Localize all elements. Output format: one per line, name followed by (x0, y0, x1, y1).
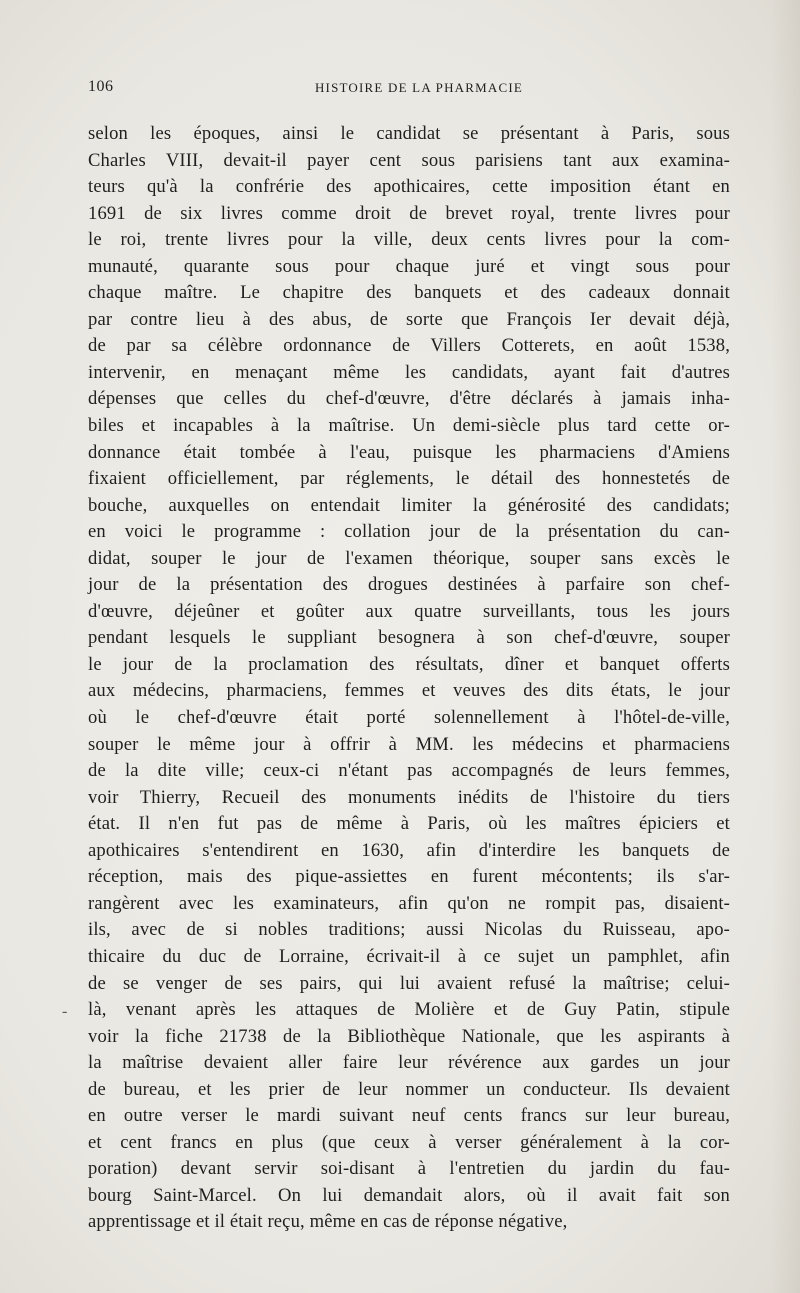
text-line: chaque maître. Le chapitre des banquets et des cadeaux donnait (88, 282, 730, 304)
text-line: le jour de la proclamation des résultats, dîner et banquet offerts (88, 653, 730, 675)
text-line: pendant lesquels le suppliant besognera à son chef-d'œuvre, souper (88, 627, 730, 649)
text-line: 1691 de six livres comme droit de brevet royal, trente livres pour (88, 202, 730, 224)
text-line: de la dite ville; ceux-ci n'étant pas accompagnés de leurs femmes, (88, 760, 730, 782)
text-line: dépenses que celles du chef-d'œuvre, d'être déclarés à jamais inha- (88, 388, 730, 410)
text-line: où le chef-d'œuvre était porté solennellement à l'hôtel-de-ville, (88, 707, 730, 729)
text-line: selon les époques, ainsi le candidat se présentant à Paris, sous (88, 123, 730, 144)
text-line: en voici le programme : collation jour de la présentation du can- (88, 521, 730, 543)
running-head: HISTOIRE DE LA PHARMACIE (314, 80, 524, 95)
text-line: teurs qu'à la confrérie des apothicaires, cette imposition étant en (88, 176, 730, 198)
text-line: de se venger de ses pairs, qui lui avaient refusé la maîtrise; celui- (88, 972, 730, 994)
text-line: ils, avec de si nobles traditions; aussi Nicolas du Ruisseau, apo- (88, 919, 730, 941)
text-line: par contre lieu à des abus, de sorte que François Ier devait déjà, (88, 308, 730, 330)
text-line: souper le même jour à offrir à MM. les médecins et pharmaciens (88, 733, 730, 755)
text-line: jour de la présentation des drogues destinées à parfaire son chef- (88, 574, 730, 596)
text-line: la maîtrise devaient aller faire leur révérence aux gardes un jour (88, 1052, 730, 1074)
text-line: aux médecins, pharmaciens, femmes et veuves des dits états, le jour (88, 680, 730, 702)
text-line: munauté, quarante sous pour chaque juré et vingt sous pour (88, 255, 730, 277)
body-text (88, 121, 730, 1236)
text-line: voir la fiche 21738 de la Bibliothèque Nationale, que les aspirants à (88, 1025, 730, 1047)
text-line: état. Il n'en fut pas de même à Paris, où les maîtres épiciers et (88, 813, 730, 835)
text-line: le roi, trente livres pour la ville, deux cents livres pour la com- (88, 229, 730, 251)
page-number: 106 (88, 78, 114, 95)
text-line: poration) devant servir soi-disant à l'entretien du jardin du fau- (88, 1158, 730, 1180)
text-line: didat, souper le jour de l'examen théorique, souper sans excès le (88, 547, 730, 569)
text-line: donnance était tombée à l'eau, puisque les pharmaciens d'Amiens (88, 441, 730, 463)
text-line: de par sa célèbre ordonnance de Villers Cotterets, en août 1538, (88, 335, 730, 357)
text-line: voir Thierry, Recueil des monuments inédits de l'histoire du tiers (88, 786, 730, 808)
text-line: de bureau, et les prier de leur nommer un conducteur. Ils devaient (88, 1078, 730, 1100)
text-line: bouche, auxquelles on entendait limiter la générosité des candidats; (88, 494, 730, 516)
text-line: fixaient officiellement, par réglements, le détail des honnestetés de (88, 468, 730, 490)
text-line: réception, mais des pique-assiettes en furent mécontents; ils s'ar- (88, 866, 730, 888)
page-header (88, 78, 730, 100)
text-line: intervenir, en menaçant même les candidats, ayant fait d'autres (88, 361, 730, 383)
text-line: rangèrent avec les examinateurs, afin qu'on ne rompit pas, disaient- (88, 892, 730, 914)
text-line: apprentissage et il était reçu, même en cas de réponse négative, (88, 1211, 568, 1233)
text-line: Charles VIII, devait-il payer cent sous parisiens tant aux examina- (88, 149, 730, 171)
text-line: en outre verser le mardi suivant neuf cents francs sur leur bureau, (88, 1105, 730, 1127)
margin-mark: - (62, 1003, 68, 1020)
text-line: d'œuvre, déjeûner et goûter aux quatre surveillants, tous les jours (88, 600, 730, 622)
page-edge-shadow (770, 0, 800, 1293)
text-line: thicaire du duc de Lorraine, écrivait-il à ce sujet un pamphlet, afin (88, 945, 730, 967)
text-line: apothicaires s'entendirent en 1630, afin d'interdire les banquets de (88, 839, 730, 861)
text-line: bourg Saint-Marcel. On lui demandait alors, où il avait fait son (88, 1184, 730, 1206)
text-line: et cent francs en plus (que ceux à verser généralement à la cor- (88, 1131, 730, 1153)
text-line: biles et incapables à la maîtrise. Un demi-siècle plus tard cette or- (88, 415, 730, 437)
text-line: là, venant après les attaques de Molière et de Guy Patin, stipule (88, 999, 730, 1021)
